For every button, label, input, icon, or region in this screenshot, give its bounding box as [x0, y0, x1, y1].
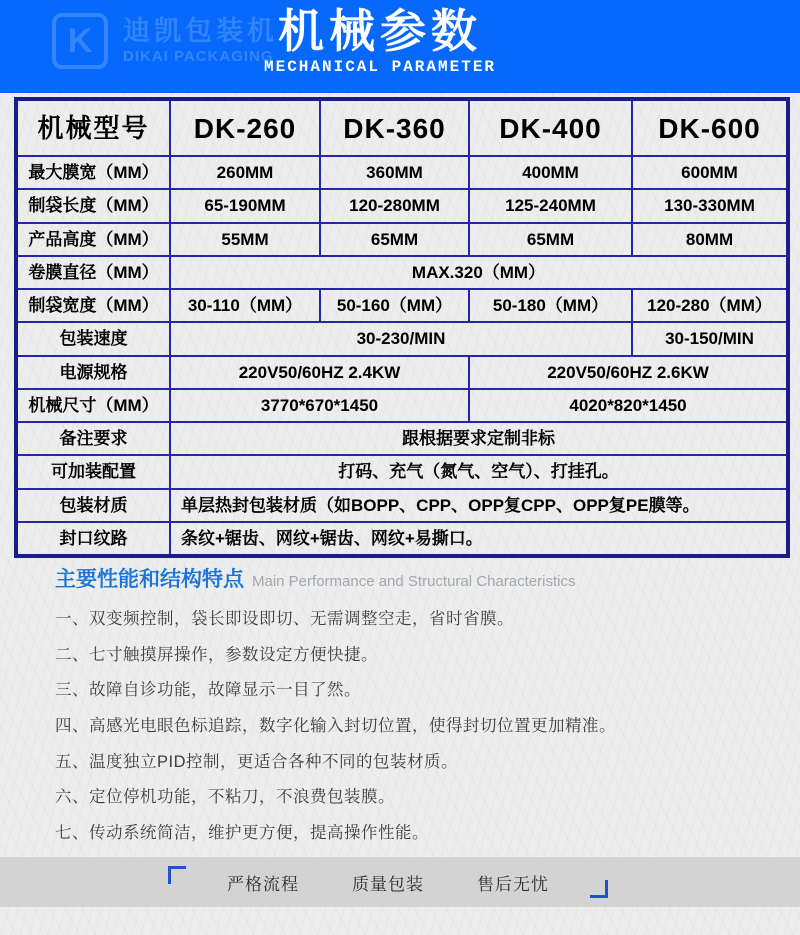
table-cell: 50-180（MM） — [469, 289, 632, 322]
corner-bracket-bottom-right-icon — [590, 880, 608, 898]
header-banner — [0, 0, 800, 93]
table-cell: 条纹+锯齿、网纹+锯齿、网纹+易撕口。 — [170, 522, 788, 556]
column-header-dk360: DK-360 — [320, 99, 469, 156]
row-label: 包装速度 — [16, 322, 170, 355]
table-row — [16, 156, 788, 189]
table-cell: 跟根据要求定制非标 — [170, 422, 788, 455]
table-cell: 120-280（MM） — [632, 289, 788, 322]
table-cell: 3770*670*1450 — [170, 389, 469, 422]
table-cell: 80MM — [632, 223, 788, 256]
table-cell: 65MM — [320, 223, 469, 256]
table-cell: 65MM — [469, 223, 632, 256]
footer-label-process: 严格流程 — [227, 874, 299, 894]
table-row — [16, 322, 788, 355]
table-row — [16, 422, 788, 455]
table-cell: 260MM — [170, 156, 320, 189]
brand-name-cn: 迪凯包装机 — [123, 16, 278, 47]
table-cell: 打码、充气（氮气、空气）、打挂孔。 — [170, 455, 788, 488]
table-cell: 55MM — [170, 223, 320, 256]
table-cell: 400MM — [469, 156, 632, 189]
table-cell: 30-230/MIN — [170, 322, 632, 355]
row-label: 制袋宽度（MM） — [16, 289, 170, 322]
feature-item-4: 四、高感光电眼色标追踪，数字化输入封切位置，使得封切位置更加精准。 — [55, 716, 616, 735]
table-cell: 30-150/MIN — [632, 322, 788, 355]
dikai-logo-icon: K — [52, 13, 108, 69]
features-title-cn: 主要性能和结构特点 — [55, 568, 244, 591]
table-cell: 360MM — [320, 156, 469, 189]
page-title-block — [0, 6, 760, 76]
row-label: 备注要求 — [16, 422, 170, 455]
column-header-dk260: DK-260 — [170, 99, 320, 156]
table-cell: 120-280MM — [320, 189, 469, 222]
row-label: 电源规格 — [16, 356, 170, 389]
page-subtitle: MECHANICAL PARAMETER — [263, 57, 497, 76]
table-row — [16, 489, 788, 522]
footer-label-quality: 质量包装 — [352, 874, 424, 894]
table-row — [16, 289, 788, 322]
table-row — [16, 223, 788, 256]
feature-item-5: 五、温度独立PID控制，更适合各种不同的包装材质。 — [55, 752, 459, 771]
row-label: 制袋长度（MM） — [16, 189, 170, 222]
table-row — [16, 455, 788, 488]
table-header-row — [16, 99, 788, 156]
footer-band — [0, 857, 800, 907]
row-label: 包装材质 — [16, 489, 170, 522]
row-label: 可加装配置 — [16, 455, 170, 488]
row-label: 卷膜直径（MM） — [16, 256, 170, 289]
feature-item-2: 二、七寸触摸屏操作，参数设定方便快捷。 — [55, 645, 378, 664]
table-cell: 单层热封包装材质（如BOPP、CPP、OPP复CPP、OPP复PE膜等。 — [170, 489, 788, 522]
table-cell: MAX.320（MM） — [170, 256, 788, 289]
footer-label-aftersale: 售后无忧 — [477, 874, 549, 894]
table-cell: 30-110（MM） — [170, 289, 320, 322]
table-row — [16, 256, 788, 289]
footer-items — [168, 857, 608, 907]
corner-bracket-top-left-icon — [168, 866, 186, 884]
table-cell: 65-190MM — [170, 189, 320, 222]
table-cell: 600MM — [632, 156, 788, 189]
spec-table — [14, 97, 790, 558]
column-header-model: 机械型号 — [16, 99, 170, 156]
column-header-dk400: DK-400 — [469, 99, 632, 156]
feature-item-1: 一、双变频控制，袋长即设即切、无需调整空走，省时省膜。 — [55, 610, 514, 628]
column-header-dk600: DK-600 — [632, 99, 788, 156]
row-label: 封口纹路 — [16, 522, 170, 556]
row-label: 最大膜宽（MM） — [16, 156, 170, 189]
table-cell: 220V50/60HZ 2.6KW — [469, 356, 788, 389]
table-row — [16, 356, 788, 389]
page-title: 机械参数 — [278, 5, 482, 57]
feature-item-7: 七、传动系统简洁，维护更方便，提高操作性能。 — [55, 823, 429, 842]
feature-item-6: 六、定位停机功能，不粘刀，不浪费包装膜。 — [55, 788, 395, 807]
table-cell: 130-330MM — [632, 189, 788, 222]
table-row — [16, 389, 788, 422]
table-cell: 50-160（MM） — [320, 289, 469, 322]
table-row — [16, 522, 788, 556]
row-label: 机械尺寸（MM） — [16, 389, 170, 422]
table-cell: 4020*820*1450 — [469, 389, 788, 422]
table-cell: 220V50/60HZ 2.4KW — [170, 356, 469, 389]
table-cell: 125-240MM — [469, 189, 632, 222]
brand-name-en: DIKAI PACKAGING — [123, 48, 274, 66]
feature-item-3: 三、故障自诊功能，故障显示一目了然。 — [55, 681, 361, 700]
row-label: 产品高度（MM） — [16, 223, 170, 256]
features-section — [55, 563, 765, 894]
features-heading — [55, 563, 765, 593]
table-row — [16, 189, 788, 222]
features-title-en: Main Performance and Structural Characteristics — [252, 573, 576, 590]
